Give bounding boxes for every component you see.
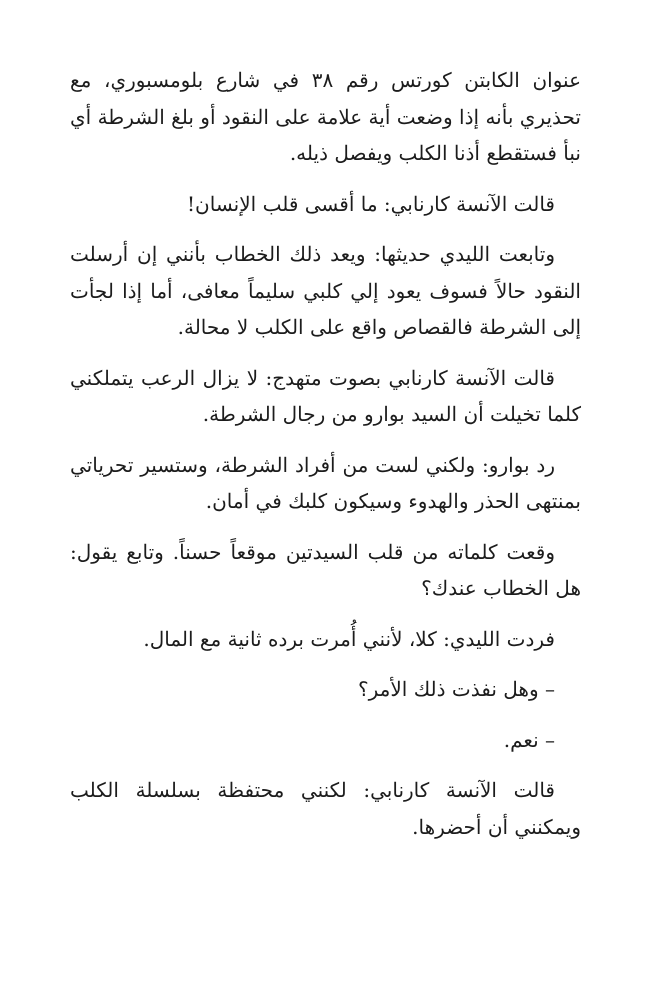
paragraph-poirot-reply: رد بوارو: ولكني لست من أفراد الشرطة، وستسير تحرياتي بمنتهى الحذر والهدوء وسيكون كلبك في أمان. (70, 452, 581, 513)
paragraph-lady-letter: وتابعت الليدي حديثها: ويعد ذلك الخطاب بأنني إن أرسلت النقود حالاً فسوف يعود إلي كلبي سليماً معافى، أما إذا لجأت إلى الشرطة فالقصاص واقع على الكلب لا محالة. (70, 242, 581, 339)
paragraph-poirot-question: وقعت كلماته من قلب السيدتين موقعاً حسناً. وتابع يقول: هل الخطاب عندك؟ (70, 539, 581, 600)
dialog-line-yes: – نعم. (503, 727, 555, 752)
book-page (70, 62, 581, 859)
paragraph-carnaby-collar: قالت الآنسة كارنابي: لكنني محتفظة بسلسلة الكلب ويمكنني أن أحضرها. (70, 778, 581, 839)
paragraph-carnaby-exclaim: قالت الآنسة كارنابي: ما أقسى قلب الإنسان! (187, 191, 555, 216)
paragraph-address-warning: عنوان الكابتن كورتس رقم ٣٨ في شارع بلومسبوري، مع تحذيري بأنه إذا وضعت أية علامة على النقود أو بلغ الشرطة أي نبأ فستقطع أذنا الكلب ويفصل ذيله. (70, 68, 581, 165)
dialog-line-question: – وهل نفذت ذلك الأمر؟ (358, 677, 555, 701)
paragraph-carnaby-fear: قالت الآنسة كارنابي بصوت متهدج: لا يزال الرعب يتملكني كلما تخيلت أن السيد بوارو من رجال الشرطة. (70, 365, 581, 426)
paragraph-lady-answer: فردت الليدي: كلا، لأنني أُمرت برده ثانية مع المال. (143, 626, 555, 651)
